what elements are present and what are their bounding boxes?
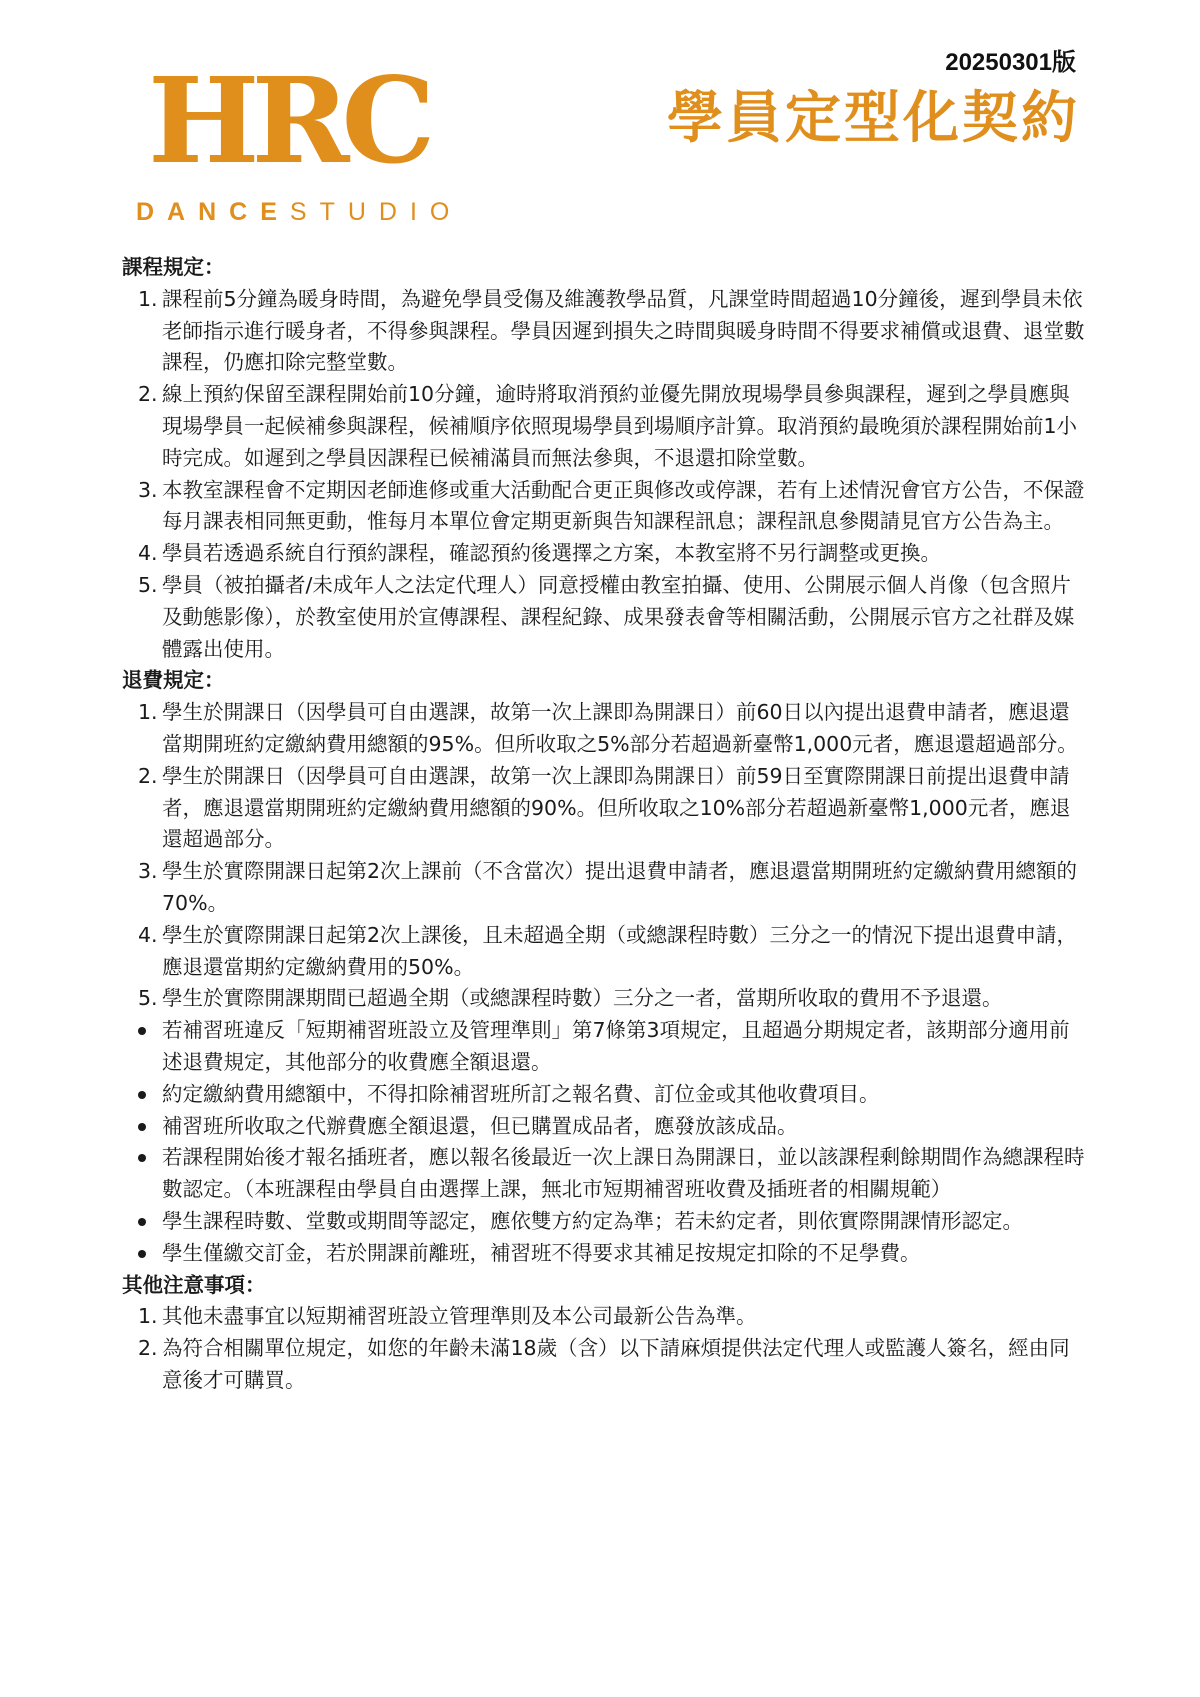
- item-number: 2.: [138, 763, 158, 788]
- list-item: [122, 1142, 1087, 1206]
- course-rules-heading: 課程規定：: [122, 255, 225, 279]
- item-number: 3.: [138, 477, 158, 502]
- list-item: [122, 920, 1087, 984]
- item-text: 學生於實際開課日起第2次上課前（不含當次）提出退費申請者，應退還當期開班約定繳納費用總額的70%。: [162, 859, 1078, 915]
- list-item: [122, 983, 1087, 1015]
- list-item: [122, 538, 1087, 570]
- item-number: 5.: [138, 986, 158, 1011]
- list-item: [122, 1301, 1087, 1333]
- item-number: 1.: [138, 286, 158, 311]
- bullet-icon: [138, 1123, 146, 1131]
- item-number: 2.: [138, 1336, 158, 1361]
- item-text: 其他未盡事宜以短期補習班設立管理準則及本公司最新公告為準。: [162, 1304, 757, 1329]
- list-item: [122, 570, 1087, 665]
- item-number: 2.: [138, 382, 158, 407]
- item-text: 學生於開課日（因學員可自由選課，故第一次上課即為開課日）前59日至實際開課日前提出退費申請者，應退還當期開班約定繳納費用總額的90%。但所收取之10%部分若超過新臺幣1,000元者，應退還超過部分。: [162, 763, 1071, 852]
- item-number: 3.: [138, 859, 158, 884]
- item-text: 補習班所收取之代辦費應全額退還，但已購置成品者，應發放該成品。: [162, 1113, 798, 1138]
- list-item: [122, 379, 1087, 474]
- refund-notes-list: [122, 1015, 1087, 1269]
- item-number: 1.: [138, 1304, 158, 1329]
- item-number: 1.: [138, 700, 158, 725]
- refund-rules-heading: 退費規定：: [122, 668, 225, 693]
- item-text: 學生僅繳交訂金，若於開課前離班，補習班不得要求其補足按規定扣除的不足學費。: [162, 1240, 921, 1265]
- bullet-icon: [138, 1250, 146, 1258]
- item-number: 5.: [138, 572, 158, 597]
- logo-hrc: HRC: [148, 51, 428, 190]
- other-notes-heading: 其他注意事項：: [122, 1272, 266, 1297]
- document-title: 學員定型化契約: [667, 86, 1080, 151]
- item-number: 4.: [138, 922, 158, 947]
- item-text: 約定繳納費用總額中，不得扣除補習班所訂之報名費、訂位金或其他收費項目。: [162, 1081, 880, 1106]
- item-text: 若課程開始後才報名插班者，應以報名後最近一次上課日為開課日，並以該課程剩餘期間作為總課程時數認定。（本班課程由學員自由選擇上課，無北市短期補習班收費及插班者的相關規範）: [162, 1145, 1085, 1202]
- logo-subtitle-dance: DANCE: [136, 198, 290, 226]
- bullet-icon: [138, 1154, 146, 1162]
- version-label: 20250301版: [945, 49, 1076, 76]
- list-item: [122, 1111, 1087, 1143]
- list-item: [122, 1015, 1087, 1079]
- item-text: 學生於開課日（因學員可自由選課，故第一次上課即為開課日）前60日以內提出退費申請者，應退還當期開班約定繳納費用總額的95%。但所收取之5%部分若超過新臺幣1,000元者，應退還超過部分。: [162, 700, 1078, 756]
- list-item: [122, 284, 1087, 379]
- item-number: 4.: [138, 541, 158, 566]
- refund-rules-list: [122, 697, 1087, 1015]
- list-item: [122, 1079, 1087, 1111]
- item-text: 學生課程時數、堂數或期間等認定，應依雙方約定為準；若未約定者，則依實際開課情形認定。: [162, 1208, 1023, 1233]
- item-text: 課程前5分鐘為暖身時間，為避免學員受傷及維護教學品質，凡課堂時間超過10分鐘後，遲到學員未依老師指示進行暖身者，不得參與課程。學員因遲到損失之時間與暖身時間不得要求補償或退費、退堂數課程，仍應扣除完整堂數。: [162, 286, 1085, 375]
- course-rules-list: [122, 284, 1087, 666]
- bullet-icon: [138, 1218, 146, 1226]
- item-text: 線上預約保留至課程開始前10分鐘，逾時將取消預約並優先開放現場學員參與課程，遲到之學員應與現場學員一起候補參與課程，候補順序依照現場學員到場順序計算。取消預約最晚須於課程開始前1小時完成。如遲到之學員因課程已候補滿員而無法參與，不退還扣除堂數。: [162, 382, 1078, 470]
- item-text: 學生於實際開課期間已超過全期（或總課程時數）三分之一者，當期所收取的費用不予退還。: [162, 986, 1003, 1011]
- bullet-icon: [138, 1027, 146, 1035]
- logo-subtitle-studio: STUDIO: [289, 198, 463, 226]
- list-item: [122, 1333, 1087, 1397]
- other-notes-list: [122, 1301, 1087, 1396]
- contract-body: [122, 252, 1087, 1397]
- list-item: [122, 475, 1087, 539]
- list-item: [122, 761, 1087, 856]
- list-item: [122, 1206, 1087, 1238]
- list-item: [122, 697, 1087, 761]
- logo-subtitle: [136, 198, 462, 227]
- bullet-icon: [138, 1091, 146, 1099]
- item-text: 學員若透過系統自行預約課程，確認預約後選擇之方案，本教室將不另行調整或更換。: [162, 541, 941, 566]
- item-text: 本教室課程會不定期因老師進修或重大活動配合更正與修改或停課，若有上述情況會官方公告，不保證每月課表相同無更動，惟每月本單位會定期更新與告知課程訊息；課程訊息參閱請見官方公告為主。: [162, 477, 1085, 534]
- list-item: [122, 1238, 1087, 1270]
- item-text: 學生於實際開課日起第2次上課後，且未超過全期（或總課程時數）三分之一的情況下提出退費申請，應退還當期約定繳納費用的50%。: [162, 922, 1078, 979]
- item-text: 學員（被拍攝者/未成年人之法定代理人）同意授權由教室拍攝、使用、公開展示個人肖像（包含照片及動態影像），於教室使用於宣傳課程、課程紀錄、成果發表會等相關活動，公開展示官方之社群及媒體露出使用。: [162, 572, 1075, 661]
- item-text: 若補習班違反「短期補習班設立及管理準則」第7條第3項規定，且超過分期規定者，該期部分適用前述退費規定，其他部分的收費應全額退還。: [162, 1018, 1070, 1074]
- list-item: [122, 856, 1087, 920]
- item-text: 為符合相關單位規定，如您的年齡未滿18歲（含）以下請麻煩提供法定代理人或監護人簽名，經由同意後才可購買。: [162, 1336, 1070, 1392]
